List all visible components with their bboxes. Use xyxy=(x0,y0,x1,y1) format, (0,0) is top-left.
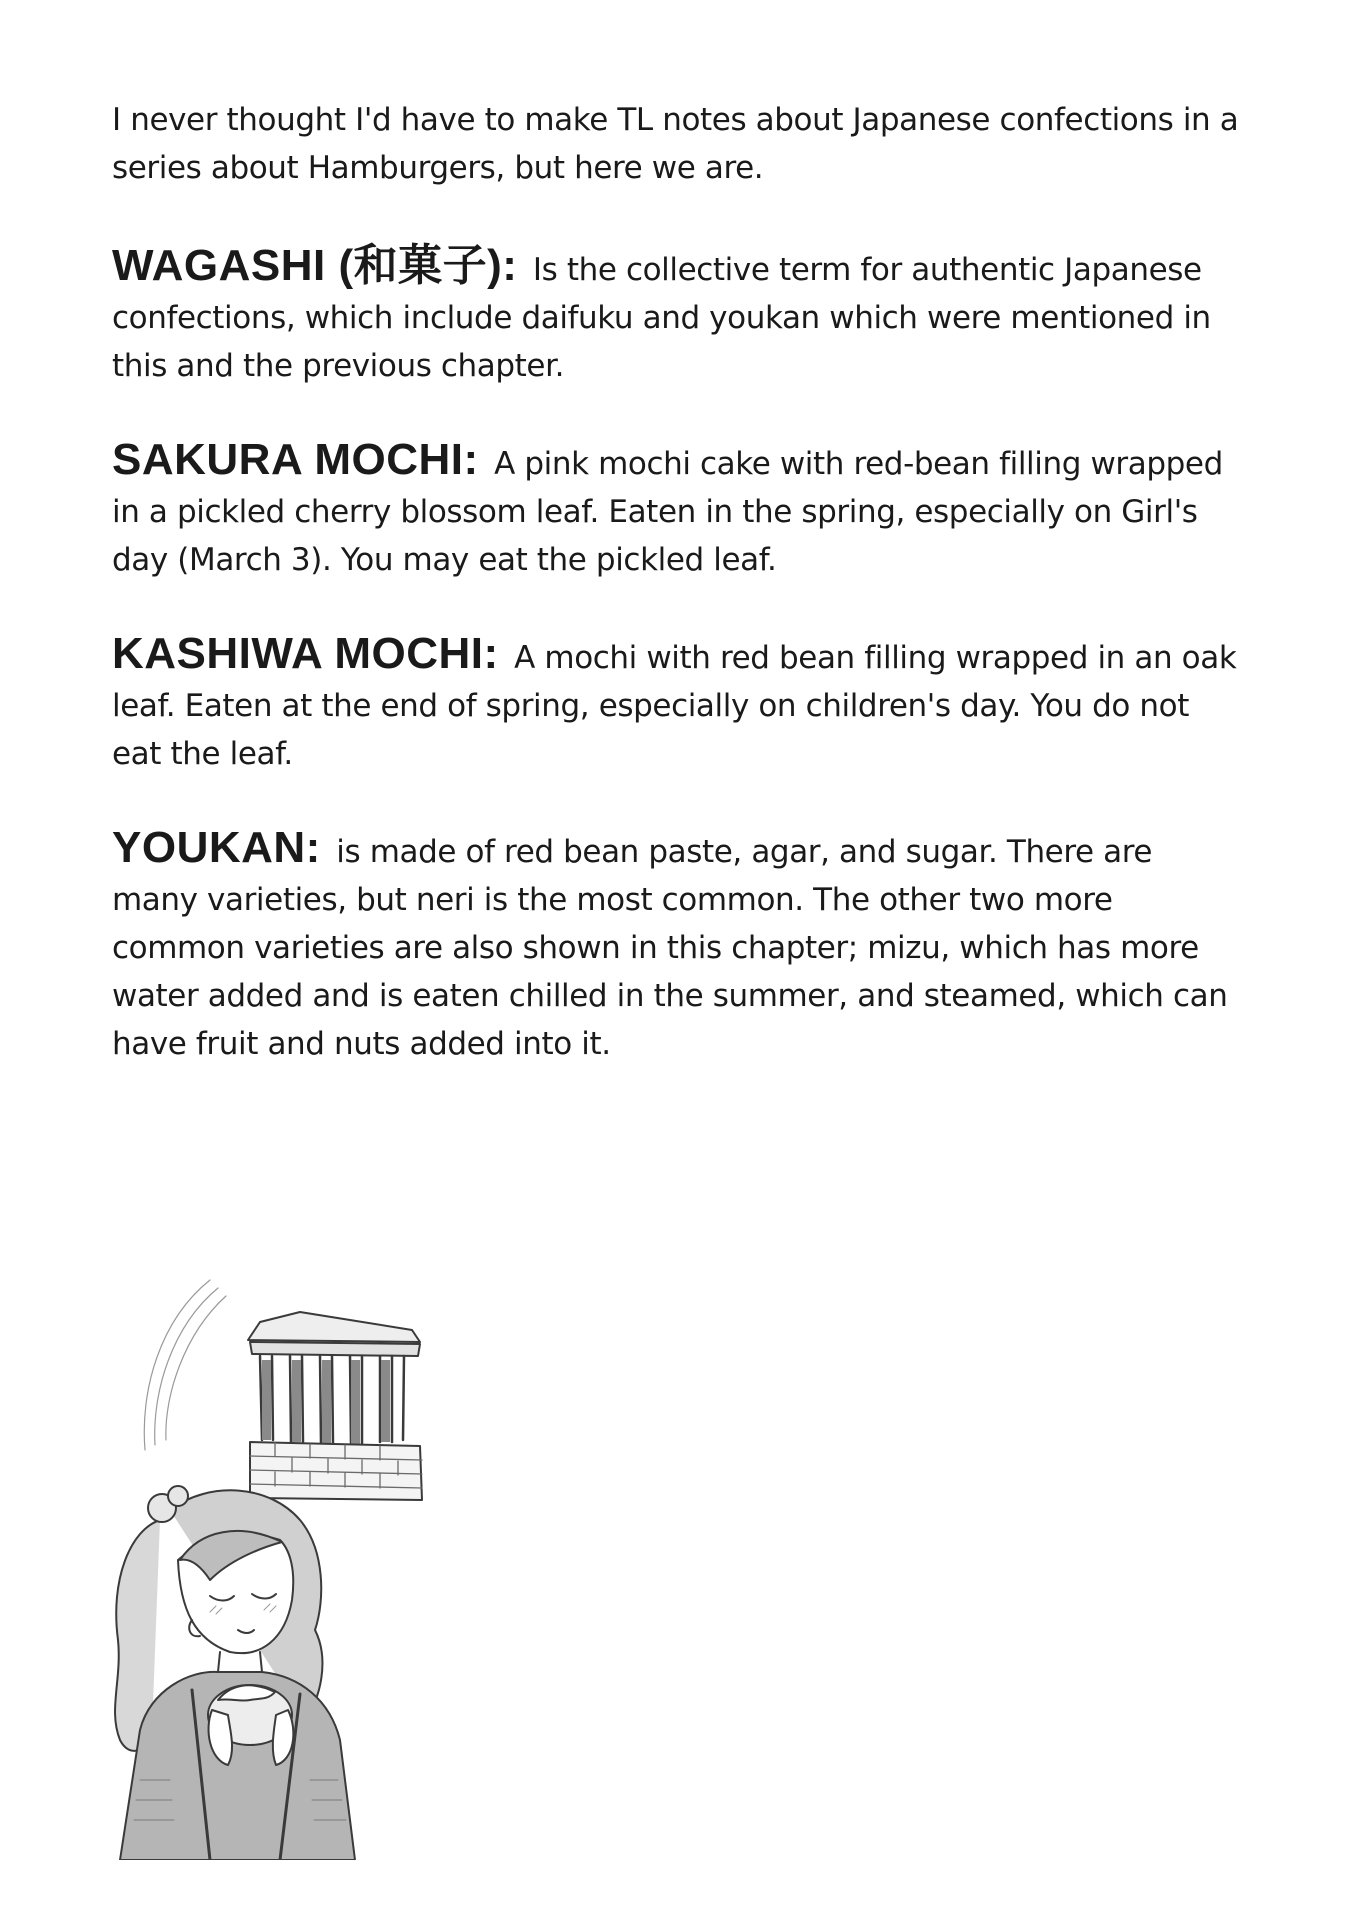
note-text: is made of red bean paste, agar, and sugar. There are many varieties, but neri is the most common. The other two more common varieties are also shown in this chapter; mizu, which has more water added and is eaten chilled in the summer, and steamed, which can have fruit and nuts added into it. xyxy=(112,834,1228,1062)
note-text: Is the collective term for authentic Japanese confections, which include daifuku and youkan which were mentioned in this and the previous chapter. xyxy=(112,252,1211,384)
note-term: SAKURA MOCHI: xyxy=(112,435,479,484)
background-arc xyxy=(144,1280,226,1450)
note-youkan xyxy=(112,824,1242,1068)
note-term: WAGASHI (和菓子): xyxy=(112,241,518,290)
note-term: KASHIWA MOCHI: xyxy=(112,629,499,678)
note-text: A pink mochi cake with red-bean filling wrapped in a pickled cherry blossom leaf. Eaten in the spring, especially on Girl's day (March 3). You may eat the pickled leaf. xyxy=(112,446,1223,578)
note-kashiwa-mochi xyxy=(112,630,1242,778)
note-sakura-mochi xyxy=(112,436,1242,584)
tl-notes xyxy=(112,96,1242,1114)
note-text: A mochi with red bean filling wrapped in an oak leaf. Eaten at the end of spring, especially on children's day. You do not eat the leaf. xyxy=(112,640,1237,772)
girl-drawing xyxy=(115,1486,355,1860)
temple-drawing xyxy=(248,1312,422,1500)
girl-illustration xyxy=(100,1260,520,1860)
intro-text: I never thought I'd have to make TL notes about Japanese confections in a series about Hamburgers, but here we are. xyxy=(112,102,1239,186)
note-wagashi xyxy=(112,242,1242,390)
note-term: YOUKAN: xyxy=(112,823,321,872)
